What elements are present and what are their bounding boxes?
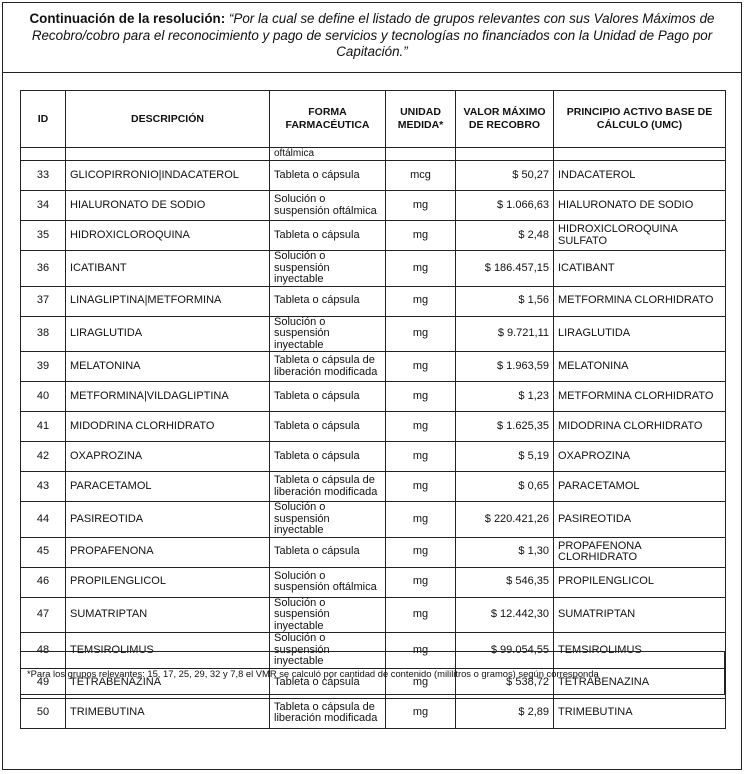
header-valor: VALOR MÁXIMO DE RECOBRO <box>456 91 554 148</box>
cell-descripcion: OXAPROZINA <box>66 442 270 472</box>
cell-descripcion: MIDODRINA CLORHIDRATO <box>66 412 270 442</box>
cell-descripcion: TRIMEBUTINA <box>66 698 270 728</box>
table-row <box>21 502 726 538</box>
cell-id: 43 <box>21 472 66 502</box>
cell-principio: METFORMINA CLORHIDRATO <box>554 286 726 316</box>
cell-valor: $ 186.457,15 <box>456 251 554 287</box>
cell-descripcion: METFORMINA|VILDAGLIPTINA <box>66 382 270 412</box>
table-row <box>21 382 726 412</box>
cell-valor: $ 12.442,30 <box>456 597 554 633</box>
table-row <box>21 191 726 221</box>
cell-id: 37 <box>21 286 66 316</box>
document-page <box>2 2 742 770</box>
cell-descripcion: SUMATRIPTAN <box>66 597 270 633</box>
cell-unidad: mg <box>386 352 456 382</box>
cell-valor: $ 50,27 <box>456 161 554 191</box>
cell-id: 34 <box>21 191 66 221</box>
cell-descripcion: HIDROXICLOROQUINA <box>66 221 270 251</box>
cell-valor: $ 1,30 <box>456 537 554 567</box>
cell-descripcion: TETRABENAZINA <box>66 668 270 698</box>
cell-descripcion: HIALURONATO DE SODIO <box>66 191 270 221</box>
cell-id: 50 <box>21 698 66 728</box>
cell-principio: PROPAFENONA CLORHIDRATO <box>554 537 726 567</box>
cell-id: 45 <box>21 537 66 567</box>
cell-valor: $ 5,19 <box>456 442 554 472</box>
cell-principio: METFORMINA CLORHIDRATO <box>554 382 726 412</box>
cell-forma: Tableta o cápsula de liberación modificada <box>270 698 386 728</box>
table-row <box>21 286 726 316</box>
cell-id: 42 <box>21 442 66 472</box>
cell-principio: PARACETAMOL <box>554 472 726 502</box>
cell-principio: MELATONINA <box>554 352 726 382</box>
table-row <box>21 442 726 472</box>
cell-principio: INDACATEROL <box>554 161 726 191</box>
cell-principio: MIDODRINA CLORHIDRATO <box>554 412 726 442</box>
cell-unidad: mg <box>386 633 456 669</box>
cell-principio: LIRAGLUTIDA <box>554 316 726 352</box>
header-forma: FORMA FARMACÉUTICA <box>270 91 386 148</box>
cell-forma: Tableta o cápsula de liberación modificada <box>270 352 386 382</box>
table-row <box>21 352 726 382</box>
cell-unidad: mg <box>386 412 456 442</box>
cell-unidad: mg <box>386 221 456 251</box>
cell-forma: Tableta o cápsula <box>270 537 386 567</box>
cell-principio: HIDROXICLOROQUINA SULFATO <box>554 221 726 251</box>
cell-id: 49 <box>21 668 66 698</box>
table-row <box>21 161 726 191</box>
cell-descripcion: PROPILENGLICOL <box>66 567 270 597</box>
cell-forma: Tableta o cápsula <box>270 221 386 251</box>
cell-descripcion: LINAGLIPTINA|METFORMINA <box>66 286 270 316</box>
cell-forma: Tableta o cápsula <box>270 668 386 698</box>
cell-forma: Tableta o cápsula <box>270 442 386 472</box>
cell-unidad: mg <box>386 286 456 316</box>
cell-forma: Tableta o cápsula <box>270 382 386 412</box>
cell-unidad: mg <box>386 191 456 221</box>
cell-principio: PASIREOTIDA <box>554 502 726 538</box>
table-row <box>21 412 726 442</box>
cell-unidad: mg <box>386 668 456 698</box>
cell-unidad: mg <box>386 698 456 728</box>
cell-unidad: mg <box>386 502 456 538</box>
cell-unidad: mg <box>386 597 456 633</box>
cell-valor: $ 220.421,26 <box>456 502 554 538</box>
cell-unidad: mg <box>386 537 456 567</box>
continuation-text: oftálmica <box>270 148 386 161</box>
table-header-row <box>21 91 726 148</box>
cell-forma: Tableta o cápsula de liberación modificada <box>270 472 386 502</box>
cell-principio: TEMSIROLIMUS <box>554 633 726 669</box>
cell-descripcion: GLICOPIRRONIO|INDACATEROL <box>66 161 270 191</box>
cell-descripcion: ICATIBANT <box>66 251 270 287</box>
cell-valor: $ 1.625,35 <box>456 412 554 442</box>
cell-principio: TRIMEBUTINA <box>554 698 726 728</box>
cell-valor: $ 546,35 <box>456 567 554 597</box>
cell-forma: Solución o suspensión inyectable <box>270 251 386 287</box>
table-row <box>21 472 726 502</box>
header-unidad: UNIDAD MEDIDA* <box>386 91 456 148</box>
medications-table <box>20 90 726 729</box>
cell-forma: Solución o suspensión inyectable <box>270 633 386 669</box>
cell-forma: Solución o suspensión oftálmica <box>270 567 386 597</box>
header-quote: “Por la cual se define el listado de grupos relevantes con sus Valores Máximos de Recobro/cobro para el reconocimiento y pago de servicios y tecnologías no financiados con la Unidad de Pago por Capitación.” <box>31 11 715 59</box>
table-footnote: *Para los grupos relevantes: 15, 17, 25, 29, 32 y 7,8 el VMR se calculó por cantidad de contenido (mililitros o gramos) según corresponda <box>20 651 725 695</box>
cell-id: 40 <box>21 382 66 412</box>
header-lead: Continuación de la resolución: <box>29 11 226 26</box>
cell-id: 48 <box>21 633 66 669</box>
cell-valor: $ 2,89 <box>456 698 554 728</box>
cell-valor: $ 2,48 <box>456 221 554 251</box>
cell-id: 33 <box>21 161 66 191</box>
cell-unidad: mg <box>386 472 456 502</box>
cell-forma: Solución o suspensión oftálmica <box>270 191 386 221</box>
cell-id: 38 <box>21 316 66 352</box>
cell-principio: TETRABENAZINA <box>554 668 726 698</box>
cell-valor: $ 1,56 <box>456 286 554 316</box>
cell-unidad: mg <box>386 382 456 412</box>
document-content <box>3 73 741 769</box>
cell-valor: $ 1.963,59 <box>456 352 554 382</box>
cell-unidad: mg <box>386 316 456 352</box>
header-descripcion: DESCRIPCIÓN <box>66 91 270 148</box>
cell-unidad: mg <box>386 442 456 472</box>
cell-descripcion: MELATONINA <box>66 352 270 382</box>
table-row <box>21 537 726 567</box>
cell-principio: ICATIBANT <box>554 251 726 287</box>
header-id: ID <box>21 91 66 148</box>
header-principio: PRINCIPIO ACTIVO BASE DE CÁLCULO (UMC) <box>554 91 726 148</box>
cell-valor: $ 9.721,11 <box>456 316 554 352</box>
table-row <box>21 251 726 287</box>
cell-descripcion: LIRAGLUTIDA <box>66 316 270 352</box>
cell-valor: $ 0,65 <box>456 472 554 502</box>
table-row <box>21 698 726 728</box>
cell-forma: Solución o suspensión inyectable <box>270 316 386 352</box>
cell-forma: Tableta o cápsula <box>270 412 386 442</box>
table-row <box>21 567 726 597</box>
cell-principio: SUMATRIPTAN <box>554 597 726 633</box>
cell-descripcion: PASIREOTIDA <box>66 502 270 538</box>
table-body <box>21 148 726 729</box>
cell-principio: OXAPROZINA <box>554 442 726 472</box>
cell-unidad: mg <box>386 251 456 287</box>
cell-id: 41 <box>21 412 66 442</box>
table-row <box>21 316 726 352</box>
cell-valor: $ 538,72 <box>456 668 554 698</box>
cell-principio: PROPILENGLICOL <box>554 567 726 597</box>
cell-id: 36 <box>21 251 66 287</box>
table-row <box>21 221 726 251</box>
cell-principio: HIALURONATO DE SODIO <box>554 191 726 221</box>
cell-id: 35 <box>21 221 66 251</box>
cell-valor: $ 99.054,55 <box>456 633 554 669</box>
cell-forma: Solución o suspensión inyectable <box>270 502 386 538</box>
cell-id: 39 <box>21 352 66 382</box>
cell-id: 47 <box>21 597 66 633</box>
resolution-header <box>3 3 741 73</box>
cell-unidad: mg <box>386 567 456 597</box>
cell-forma: Solución o suspensión inyectable <box>270 597 386 633</box>
cell-id: 44 <box>21 502 66 538</box>
cell-valor: $ 1,23 <box>456 382 554 412</box>
cell-unidad: mcg <box>386 161 456 191</box>
table-row-continuation <box>21 148 726 161</box>
cell-descripcion: PROPAFENONA <box>66 537 270 567</box>
cell-valor: $ 1.066,63 <box>456 191 554 221</box>
cell-forma: Tableta o cápsula <box>270 286 386 316</box>
cell-forma: Tableta o cápsula <box>270 161 386 191</box>
cell-descripcion: PARACETAMOL <box>66 472 270 502</box>
table-row <box>21 597 726 633</box>
cell-descripcion: TEMSIROLIMUS <box>66 633 270 669</box>
cell-id: 46 <box>21 567 66 597</box>
